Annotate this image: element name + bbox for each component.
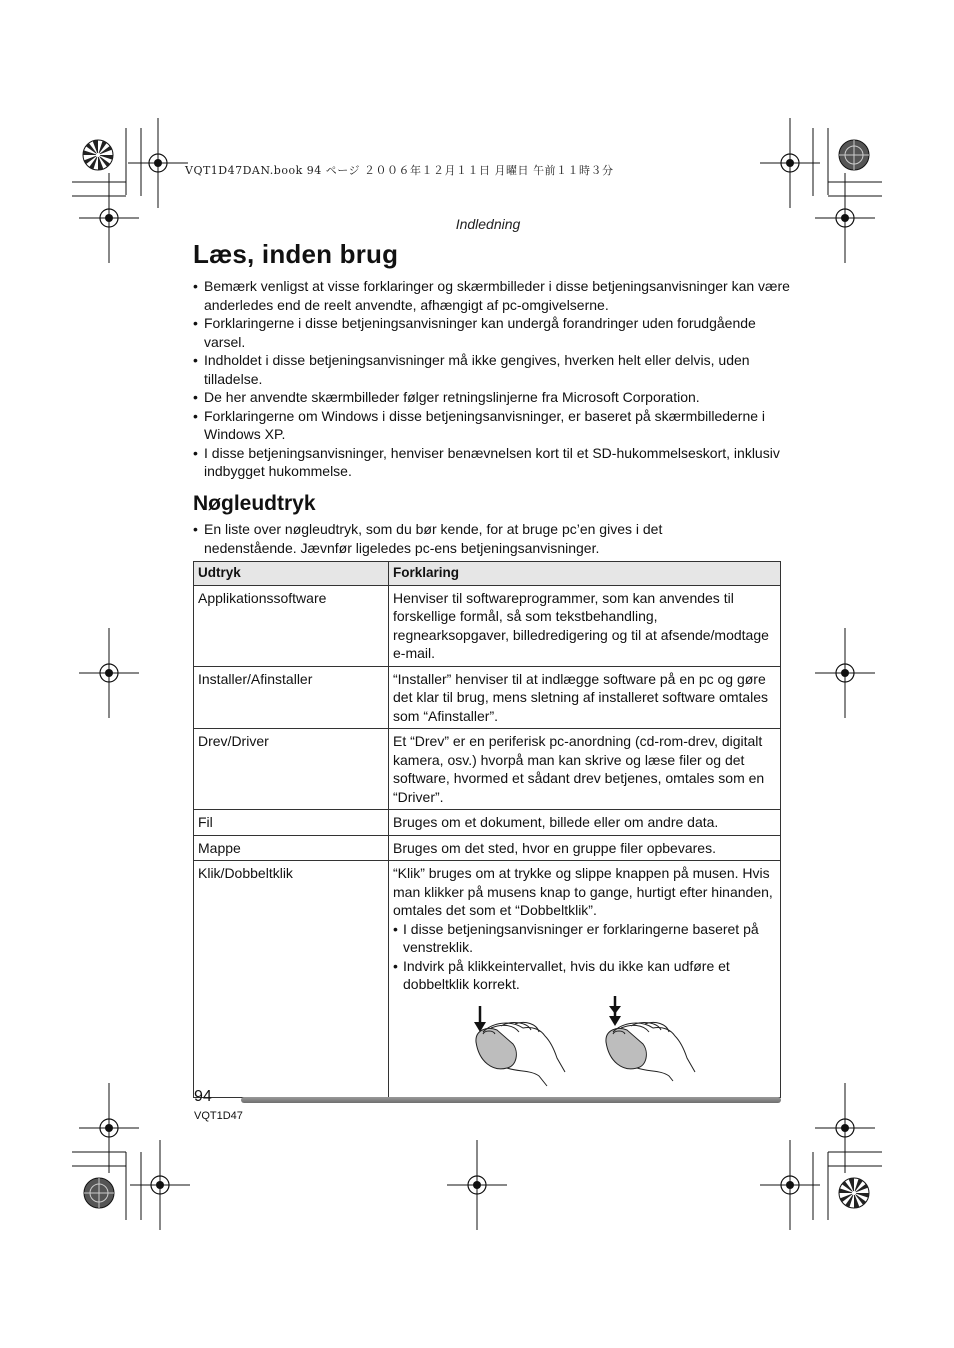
- intro-bullet: • Forklaringerne i disse betjeningsanvisninger kan undergå forandringer uden forudgående varsel.: [193, 314, 793, 351]
- intro-bullet-list: [193, 277, 793, 481]
- table-row: [194, 729, 781, 810]
- explanation-cell: [389, 861, 781, 1098]
- key-terms-table: [193, 561, 781, 1098]
- table-row: [194, 666, 781, 729]
- table-row: [194, 810, 781, 836]
- page-number: 94: [194, 1088, 212, 1105]
- footer-rule: [241, 1097, 781, 1103]
- intro-bullet: • Forklaringerne om Windows i disse betjeningsanvisninger, er baseret på skærmbillederne i Windows XP.: [193, 407, 793, 444]
- mouse-illustrations: [393, 1002, 775, 1094]
- term-cell: Klik/Dobbeltklik: [194, 861, 389, 1098]
- column-header-term: Udtryk: [194, 562, 389, 586]
- model-code: VQT1D47: [194, 1110, 243, 1122]
- table-header-row: [194, 562, 781, 586]
- section-label: Indledning: [455, 216, 521, 232]
- intro-bullet: • De her anvendte skærmbilleder følger retningslinjerne fra Microsoft Corporation.: [193, 388, 793, 407]
- term-cell: Drev/Driver: [194, 729, 389, 810]
- explanation-cell: Et “Drev” er en periferisk pc-anordning (cd-rom-drev, digitalt kamera, osv.) hvorpå man kan skrive og læse filer og det software, hvormed et sådant drev betjenes, omtales som en “Driver”.: [389, 729, 781, 810]
- table-row: [194, 585, 781, 666]
- term-cell: Mappe: [194, 835, 389, 861]
- intro-bullet: • Bemærk venligst at visse forklaringer og skærmbilleder i disse betjeningsanvisninger kan være anderledes end de reelt anvendte, afhængigt af pc-omgivelserne.: [193, 277, 793, 314]
- mouse-click-illustration: [471, 1002, 581, 1092]
- section-title: Nøgleudtryk: [193, 492, 316, 515]
- click-note: • I disse betjeningsanvisninger er forklaringerne baseret på venstreklik.: [393, 920, 775, 957]
- term-cell: Fil: [194, 810, 389, 836]
- print-file-header: VQT1D47DAN.book 94 ページ ２００６年１２月１１日 月曜日 午前１１時３分: [185, 164, 614, 177]
- term-cell: Applikationssoftware: [194, 585, 389, 666]
- explanation-cell: “Installer” henviser til at indlægge software på en pc og gøre det klar til brug, mens sletning af installeret software omtales som “Afinstaller”.: [389, 666, 781, 729]
- section-bullet: • En liste over nøgleudtryk, som du bør kende, for at bruge pc’en gives i det nedenstående. Jævnfør ligeledes pc-ens betjeningsanvisninger.: [193, 520, 713, 557]
- click-note: • Indvirk på klikkeintervallet, hvis du ikke kan udføre et dobbeltklik korrekt.: [393, 957, 775, 994]
- table-row: [194, 835, 781, 861]
- explanation-cell: Bruges om et dokument, billede eller om andre data.: [389, 810, 781, 836]
- term-cell: Installer/Afinstaller: [194, 666, 389, 729]
- table-row: [194, 861, 781, 1098]
- click-notes-list: [393, 920, 775, 994]
- explanation-cell: Henviser til softwareprogrammer, som kan anvendes til forskellige formål, så som tekstbehandling, regnearksopgaver, billedredigering og til at afsende/modtage e-mail.: [389, 585, 781, 666]
- page-title: Læs, inden brug: [193, 239, 399, 269]
- intro-bullet: • I disse betjeningsanvisninger, henviser benævnelsen kort til et SD-hukommelseskort, inklusiv indbygget hukommelse.: [193, 444, 793, 481]
- mouse-double-click-illustration: [601, 992, 711, 1082]
- explanation-cell: Bruges om det sted, hvor en gruppe filer opbevares.: [389, 835, 781, 861]
- section-bullet-list: [193, 520, 713, 557]
- intro-bullet: • Indholdet i disse betjeningsanvisninger må ikke gengives, hverken helt eller delvis, uden tilladelse.: [193, 351, 793, 388]
- column-header-explanation: Forklaring: [389, 562, 781, 586]
- explanation-text: “Klik” bruges om at trykke og slippe knappen på musen. Hvis man klikker på musens knap to gange, hurtigt efter hinanden, omtales det som et “Dobbeltklik”.: [393, 865, 773, 918]
